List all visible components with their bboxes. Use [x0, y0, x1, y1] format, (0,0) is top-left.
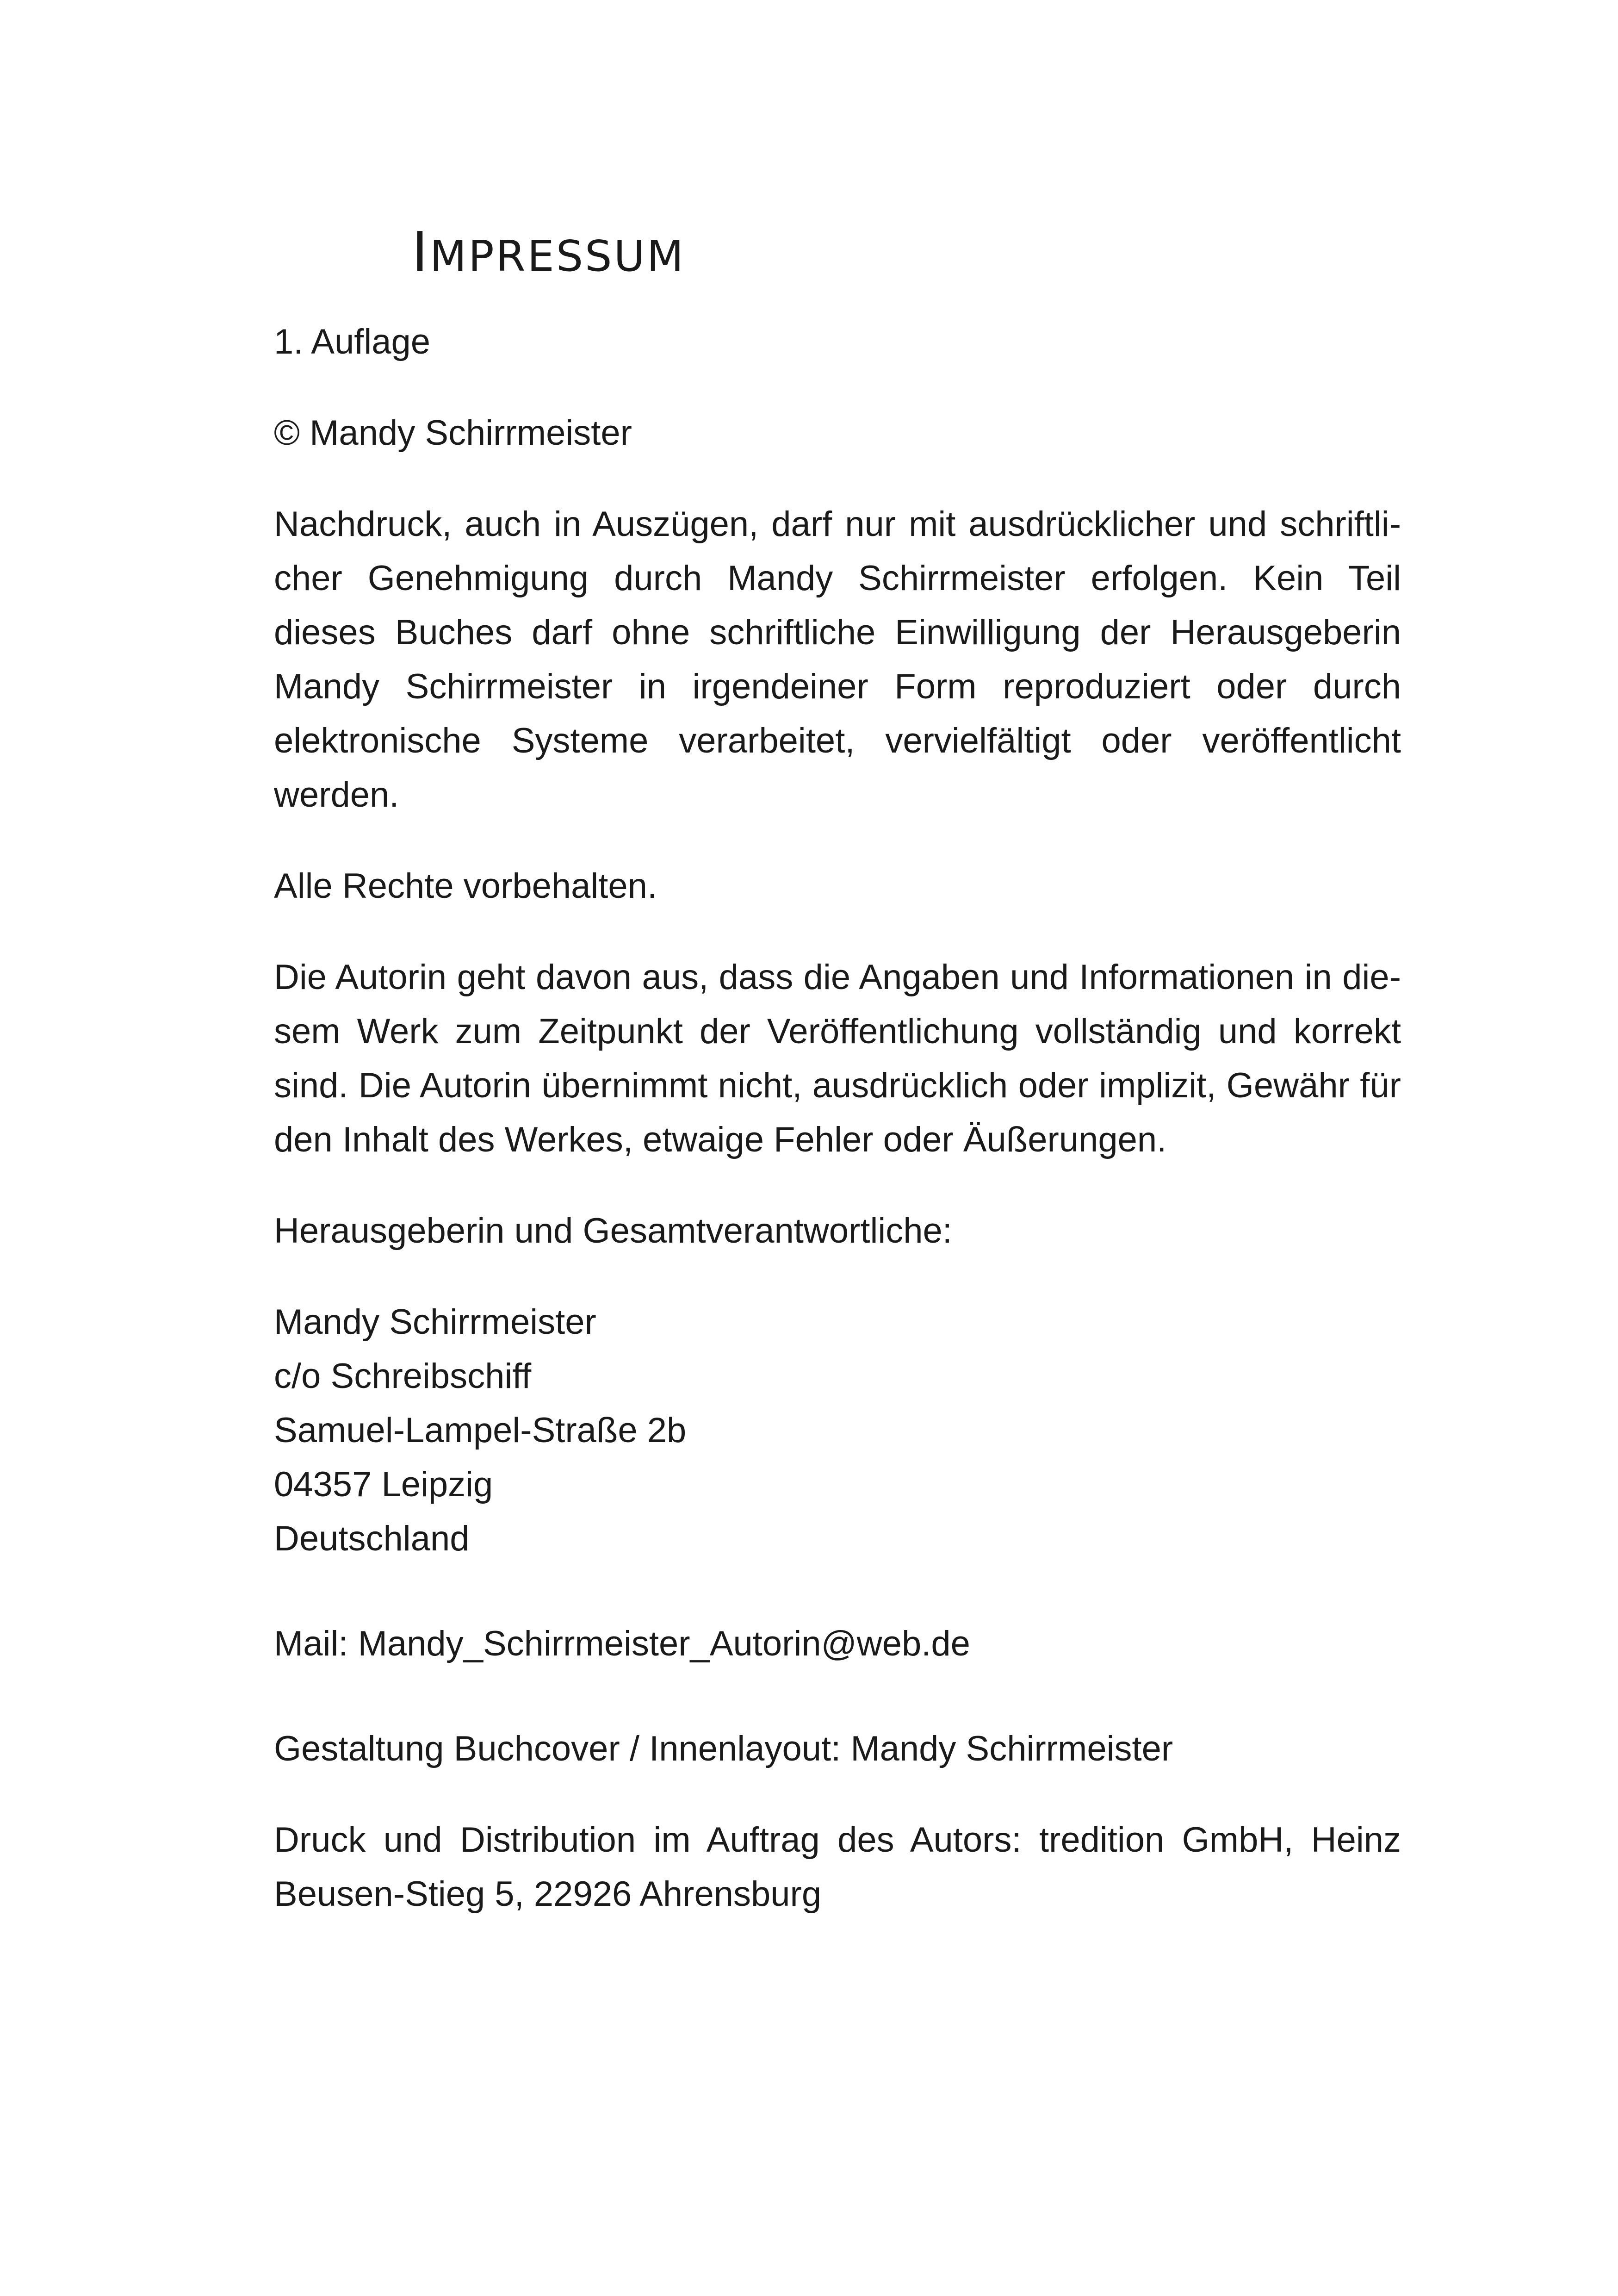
- imprint-body: [274, 315, 1401, 1921]
- reprint-notice: Nachdruck, auch in Auszügen, darf nur mit ausdrücklicher und schriftlicher Genehmigung durch Mandy Schirrmeister erfolgen. Kein Teil dieses Buches darf ohne schriftliche Einwilligung der Herausgeberin Mandy Schirrmeister in irgendeiner Form reproduziert oder durch elektronische Systeme verarbeitet, vervielfältigt oder veröffentlicht werden.: [274, 504, 1401, 815]
- page-title: [412, 222, 685, 282]
- title-initial: I: [412, 220, 430, 284]
- address-street: Samuel-Lampel-Straße 2b: [274, 1411, 687, 1450]
- edition-line: 1. Auflage: [274, 322, 431, 361]
- address-care-of: c/o Schreibschiff: [274, 1356, 532, 1396]
- address-block: [274, 1295, 1401, 1566]
- address-name: Mandy Schirrmeister: [274, 1302, 596, 1342]
- address-city: 04357 Leipzig: [274, 1465, 493, 1504]
- publisher-label: Herausgeberin und Gesamtverantwortliche:: [274, 1211, 952, 1251]
- title-rest: MPRESSUM: [429, 231, 686, 281]
- address-country: Deutschland: [274, 1519, 470, 1558]
- copyright-line: © Mandy Schirrmeister: [274, 413, 632, 453]
- disclaimer: Die Autorin geht davon aus, dass die Angaben und Informationen in diesem Werk zum Zeitpunkt der Veröffentlichung vollständig und korrekt sind. Die Autorin übernimmt nicht, ausdrücklich oder implizit, Gewähr für den Inhalt des Werkes, etwaige Fehler oder Äußerungen.: [274, 958, 1401, 1159]
- mail-line: Mail: Mandy_Schirrmeister_Autorin@web.de: [274, 1624, 970, 1663]
- distribution-credit: Druck und Distribution im Auftrag des Autors: tredition GmbH, Heinz Beusen-Stieg 5, 22926 Ahrensburg: [274, 1820, 1401, 1914]
- rights-line: Alle Rechte vorbehalten.: [274, 866, 657, 906]
- design-credit: Gestaltung Buchcover / Innenlayout: Mandy Schirrmeister: [274, 1729, 1173, 1768]
